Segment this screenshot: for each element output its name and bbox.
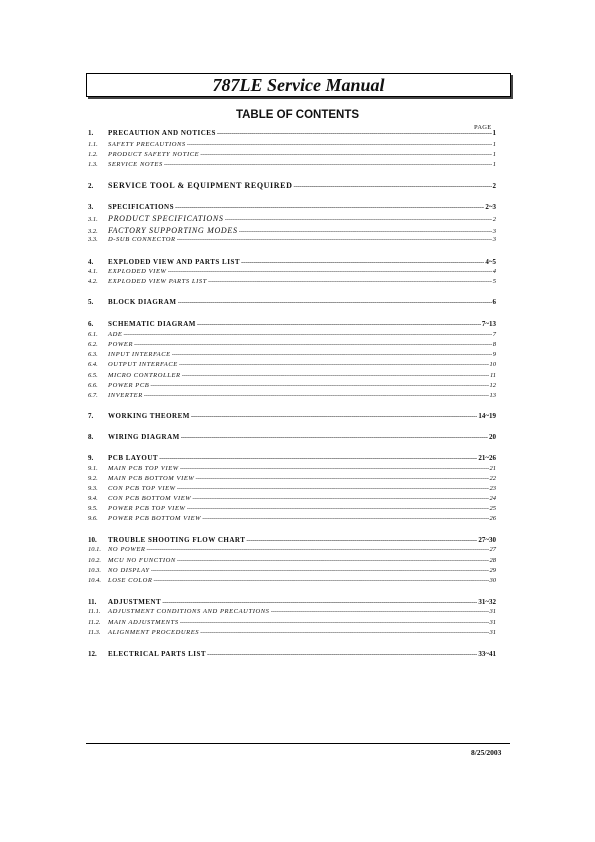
toc-entry-page: 7: [492, 331, 496, 338]
toc-entry-page: 23: [489, 485, 496, 492]
footer-date: 8/25/2003: [471, 748, 502, 757]
toc-entry-title: ADE: [108, 331, 123, 338]
toc-entry-page: 31: [489, 619, 496, 626]
footer-divider: [86, 743, 510, 744]
toc-dot-leader: [123, 331, 491, 338]
toc-entry-page: 10: [489, 361, 496, 368]
toc-entry-page: 2: [492, 216, 496, 223]
toc-dot-leader: [293, 182, 491, 190]
toc-entry-title: EXPLODED VIEW: [108, 268, 167, 275]
toc-subsection-entry[interactable]: [88, 495, 496, 502]
toc-entry-number: 10.4.: [88, 577, 101, 584]
toc-dot-leader: [187, 505, 489, 512]
toc-entry-title: D-SUB CONNECTOR: [108, 236, 176, 243]
toc-entry-page: 5: [492, 278, 496, 285]
toc-entry-page: 29: [489, 567, 496, 574]
toc-dot-leader: [175, 203, 484, 211]
toc-entry-number: 3.3.: [88, 236, 98, 243]
toc-entry-page: 28: [489, 557, 496, 564]
toc-dot-leader: [172, 351, 492, 358]
toc-subsection-entry[interactable]: [88, 619, 496, 626]
toc-entry-number: 6.7.: [88, 392, 98, 399]
toc-heading: TABLE OF CONTENTS: [235, 109, 360, 121]
toc-entry-title: WORKING THEOREM: [108, 412, 190, 420]
toc-entry-number: 10.1.: [88, 546, 101, 553]
toc-entry-page: 12: [489, 382, 496, 389]
toc-entry-page: 21: [489, 465, 496, 472]
toc-subsection-entry[interactable]: [88, 278, 496, 285]
toc-entry-title: MAIN ADJUSTMENTS: [108, 619, 179, 626]
toc-entry-page: 33~41: [478, 650, 496, 658]
toc-entry-page: 20: [489, 433, 496, 441]
toc-entry-number: 6.6.: [88, 382, 98, 389]
toc-dot-leader: [134, 341, 492, 348]
toc-section-entry[interactable]: [88, 320, 496, 328]
toc-entry-number: 4.1.: [88, 268, 98, 275]
toc-entry-page: 31~32: [478, 598, 496, 606]
toc-entry-title: LOSE COLOR: [108, 577, 153, 584]
toc-entry-title: PRODUCT SPECIFICATIONS: [108, 214, 224, 223]
toc-entry-number: 1.1.: [88, 141, 98, 148]
toc-entry-page: 27~30: [478, 536, 496, 544]
toc-subsection-entry[interactable]: [88, 567, 496, 574]
toc-entry-page: 7~13: [481, 320, 496, 328]
toc-entry-page: 4~5: [485, 258, 496, 266]
toc-dot-leader: [200, 629, 488, 636]
toc-section-entry[interactable]: [88, 412, 496, 420]
toc-entry-title: SPECIFICATIONS: [108, 203, 174, 211]
toc-dot-leader: [208, 278, 492, 285]
toc-dot-leader: [187, 141, 492, 148]
toc-entry-title: OUTPUT INTERFACE: [108, 361, 178, 368]
toc-entry-number: 6.3.: [88, 351, 98, 358]
toc-dot-leader: [159, 454, 477, 462]
toc-entry-number: 6.1.: [88, 331, 98, 338]
toc-entry-number: 6.2.: [88, 341, 98, 348]
toc-entry-title: POWER: [108, 341, 134, 348]
page-column-label: PAGE: [474, 124, 492, 131]
toc-entry-title: EXPLODED VIEW PARTS LIST: [108, 278, 207, 285]
toc-entry-number: 10.: [88, 536, 97, 544]
toc-subsection-entry[interactable]: [88, 331, 496, 338]
toc-entry-title: POWER PCB: [108, 382, 150, 389]
toc-entry-number: 9.: [88, 454, 94, 462]
toc-dot-leader: [146, 546, 488, 553]
toc-subsection-entry[interactable]: [88, 475, 496, 482]
toc-subsection-entry[interactable]: [88, 161, 496, 168]
toc-dot-leader: [164, 161, 492, 168]
toc-dot-leader: [180, 465, 489, 472]
toc-entry-title: MICRO CONTROLLER: [108, 372, 181, 379]
toc-entry-page: 1: [492, 141, 496, 148]
toc-entry-title: SAFETY PRECAUTIONS: [108, 141, 186, 148]
toc-entry-number: 11.2.: [88, 619, 101, 626]
toc-entry-number: 3.1.: [88, 216, 98, 223]
toc-entry-title: ELECTRICAL PARTS LIST: [108, 650, 207, 658]
toc-entry-page: 3: [492, 236, 496, 243]
toc-subsection-entry[interactable]: [88, 361, 496, 368]
toc-dot-leader: [191, 412, 478, 420]
toc-entry-number: 11.1.: [88, 608, 101, 615]
toc-subsection-entry[interactable]: [88, 341, 496, 348]
toc-dot-leader: [179, 361, 489, 368]
toc-entry-number: 4.2.: [88, 278, 98, 285]
toc-section-entry[interactable]: [88, 650, 496, 658]
toc-dot-leader: [151, 567, 489, 574]
toc-entry-page: 4: [492, 268, 496, 275]
toc-entry-page: 2: [492, 182, 496, 190]
toc-subsection-entry[interactable]: [88, 214, 496, 223]
toc-entry-title: SERVICE NOTES: [108, 161, 163, 168]
toc-subsection-entry[interactable]: [88, 557, 496, 564]
toc-entry-number: 6.4.: [88, 361, 98, 368]
toc-subsection-entry[interactable]: [88, 546, 496, 553]
toc-entry-page: 21~26: [478, 454, 496, 462]
toc-entry-page: 1: [492, 129, 496, 137]
toc-entry-page: 22: [489, 475, 496, 482]
toc-section-entry[interactable]: [88, 181, 496, 190]
toc-entry-title: CON PCB BOTTOM VIEW: [108, 495, 192, 502]
toc-subsection-entry[interactable]: [88, 465, 496, 472]
toc-entry-title: SCHEMATIC DIAGRAM: [108, 320, 196, 328]
toc-entry-title: MCU NO FUNCTION: [108, 557, 176, 564]
toc-entry-title: POWER PCB TOP VIEW: [108, 505, 186, 512]
toc-entry-number: 8.: [88, 433, 94, 441]
toc-entry-page: 3: [492, 228, 496, 235]
toc-section-entry[interactable]: [88, 536, 496, 544]
toc-entry-title: POWER PCB BOTTOM VIEW: [108, 515, 202, 522]
toc-dot-leader: [197, 320, 481, 328]
toc-entry-page: 1: [492, 151, 496, 158]
toc-entry-title: TROUBLE SHOOTING FLOW CHART: [108, 536, 246, 544]
toc-dot-leader: [217, 129, 492, 137]
toc-entry-page: 1: [492, 161, 496, 168]
toc-entry-title: EXPLODED VIEW AND PARTS LIST: [108, 258, 241, 266]
toc-entry-title: CON PCB TOP VIEW: [108, 485, 176, 492]
toc-entry-title: FACTORY SUPPORTING MODES: [108, 226, 238, 235]
toc-subsection-entry[interactable]: [88, 629, 496, 636]
toc-dot-leader: [271, 608, 489, 615]
toc-entry-number: 10.3.: [88, 567, 101, 574]
toc-entry-title: BLOCK DIAGRAM: [108, 298, 177, 306]
toc-subsection-entry[interactable]: [88, 505, 496, 512]
toc-entry-title: PRODUCT SAFETY NOTICE: [108, 151, 200, 158]
toc-entry-number: 1.2.: [88, 151, 98, 158]
toc-subsection-entry[interactable]: [88, 515, 496, 522]
toc-entry-number: 4.: [88, 258, 94, 266]
toc-entry-title: PCB LAYOUT: [108, 454, 159, 462]
toc-dot-leader: [239, 228, 492, 235]
toc-section-entry[interactable]: [88, 298, 496, 306]
toc-entry-page: 30: [489, 577, 496, 584]
toc-entry-title: ALIGNMENT PROCEDURES: [108, 629, 200, 636]
toc-entry-page: 31: [489, 629, 496, 636]
toc-entry-page: 9: [492, 351, 496, 358]
toc-section-entry[interactable]: [88, 598, 496, 606]
toc-entry-number: 11.: [88, 598, 97, 606]
toc-subsection-entry[interactable]: [88, 226, 496, 235]
toc-entry-number: 9.4.: [88, 495, 98, 502]
toc-dot-leader: [177, 236, 492, 243]
toc-entry-number: 1.: [88, 129, 94, 137]
toc-entry-number: 11.3.: [88, 629, 101, 636]
toc-dot-leader: [195, 475, 488, 482]
toc-entry-number: 5.: [88, 298, 94, 306]
toc-dot-leader: [168, 268, 492, 275]
toc-entry-number: 1.3.: [88, 161, 98, 168]
toc-dot-leader: [177, 485, 489, 492]
toc-section-entry[interactable]: [88, 203, 496, 211]
toc-subsection-entry[interactable]: [88, 268, 496, 275]
toc-entry-number: 9.6.: [88, 515, 98, 522]
toc-entry-number: 9.1.: [88, 465, 98, 472]
toc-entry-number: 2.: [88, 182, 94, 190]
toc-entry-title: MAIN PCB BOTTOM VIEW: [108, 475, 195, 482]
toc-entry-page: 27: [489, 546, 496, 553]
toc-subsection-entry[interactable]: [88, 151, 496, 158]
toc-subsection-entry[interactable]: [88, 236, 496, 243]
toc-section-entry[interactable]: [88, 433, 496, 441]
toc-entry-title: PRECAUTION AND NOTICES: [108, 129, 216, 137]
toc-subsection-entry[interactable]: [88, 372, 496, 379]
toc-dot-leader: [181, 433, 488, 441]
toc-dot-leader: [162, 598, 477, 606]
toc-dot-leader: [241, 258, 484, 266]
toc-entry-page: 6: [492, 298, 496, 306]
toc-entry-title: WIRING DIAGRAM: [108, 433, 180, 441]
toc-dot-leader: [150, 382, 488, 389]
toc-subsection-entry[interactable]: [88, 382, 496, 389]
toc-dot-leader: [225, 216, 492, 223]
toc-dot-leader: [180, 619, 489, 626]
toc-entry-title: NO DISPLAY: [108, 567, 150, 574]
toc-entry-title: SERVICE TOOL & EQUIPMENT REQUIRED: [108, 181, 293, 190]
toc-dot-leader: [144, 392, 489, 399]
toc-entry-title: INVERTER: [108, 392, 143, 399]
toc-subsection-entry[interactable]: [88, 608, 496, 615]
toc-dot-leader: [200, 151, 492, 158]
toc-dot-leader: [192, 495, 488, 502]
toc-entry-number: 7.: [88, 412, 94, 420]
toc-entry-number: 9.2.: [88, 475, 98, 482]
toc-section-entry[interactable]: [88, 454, 496, 462]
document-title: 787LE Service Manual: [212, 75, 385, 95]
toc-subsection-entry[interactable]: [88, 485, 496, 492]
toc-entry-page: 26: [489, 515, 496, 522]
toc-subsection-entry[interactable]: [88, 392, 496, 399]
toc-entry-title: INPUT INTERFACE: [108, 351, 171, 358]
toc-entry-title: NO POWER: [108, 546, 146, 553]
toc-entry-page: 24: [489, 495, 496, 502]
toc-entry-page: 14~19: [478, 412, 496, 420]
toc-entry-title: MAIN PCB TOP VIEW: [108, 465, 179, 472]
toc-entry-title: ADJUSTMENT: [108, 598, 162, 606]
toc-dot-leader: [182, 372, 489, 379]
toc-entry-number: 9.5.: [88, 505, 98, 512]
toc-subsection-entry[interactable]: [88, 141, 496, 148]
toc-entry-number: 3.2.: [88, 228, 98, 235]
toc-entry-page: 25: [489, 505, 496, 512]
toc-entry-title: ADJUSTMENT CONDITIONS AND PRECAUTIONS: [108, 608, 270, 615]
toc-dot-leader: [207, 650, 477, 658]
toc-entry-page: 31: [489, 608, 496, 615]
toc-dot-leader: [178, 298, 492, 306]
toc-section-entry[interactable]: [88, 258, 496, 266]
toc-entry-page: 2~3: [485, 203, 496, 211]
toc-dot-leader: [202, 515, 488, 522]
toc-dot-leader: [153, 577, 488, 584]
toc-entry-number: 3.: [88, 203, 94, 211]
toc-entry-number: 6.: [88, 320, 94, 328]
toc-entry-number: 10.2.: [88, 557, 101, 564]
toc-entry-number: 6.5.: [88, 372, 98, 379]
toc-entry-page: 13: [489, 392, 496, 399]
toc-entry-page: 8: [492, 341, 496, 348]
toc-entry-number: 9.3.: [88, 485, 98, 492]
toc-dot-leader: [177, 557, 489, 564]
toc-entry-page: 11: [489, 372, 496, 379]
toc-dot-leader: [246, 536, 477, 544]
toc-entry-number: 12.: [88, 650, 97, 658]
toc-section-entry[interactable]: [88, 129, 496, 137]
toc-subsection-entry[interactable]: [88, 351, 496, 358]
toc-subsection-entry[interactable]: [88, 577, 496, 584]
